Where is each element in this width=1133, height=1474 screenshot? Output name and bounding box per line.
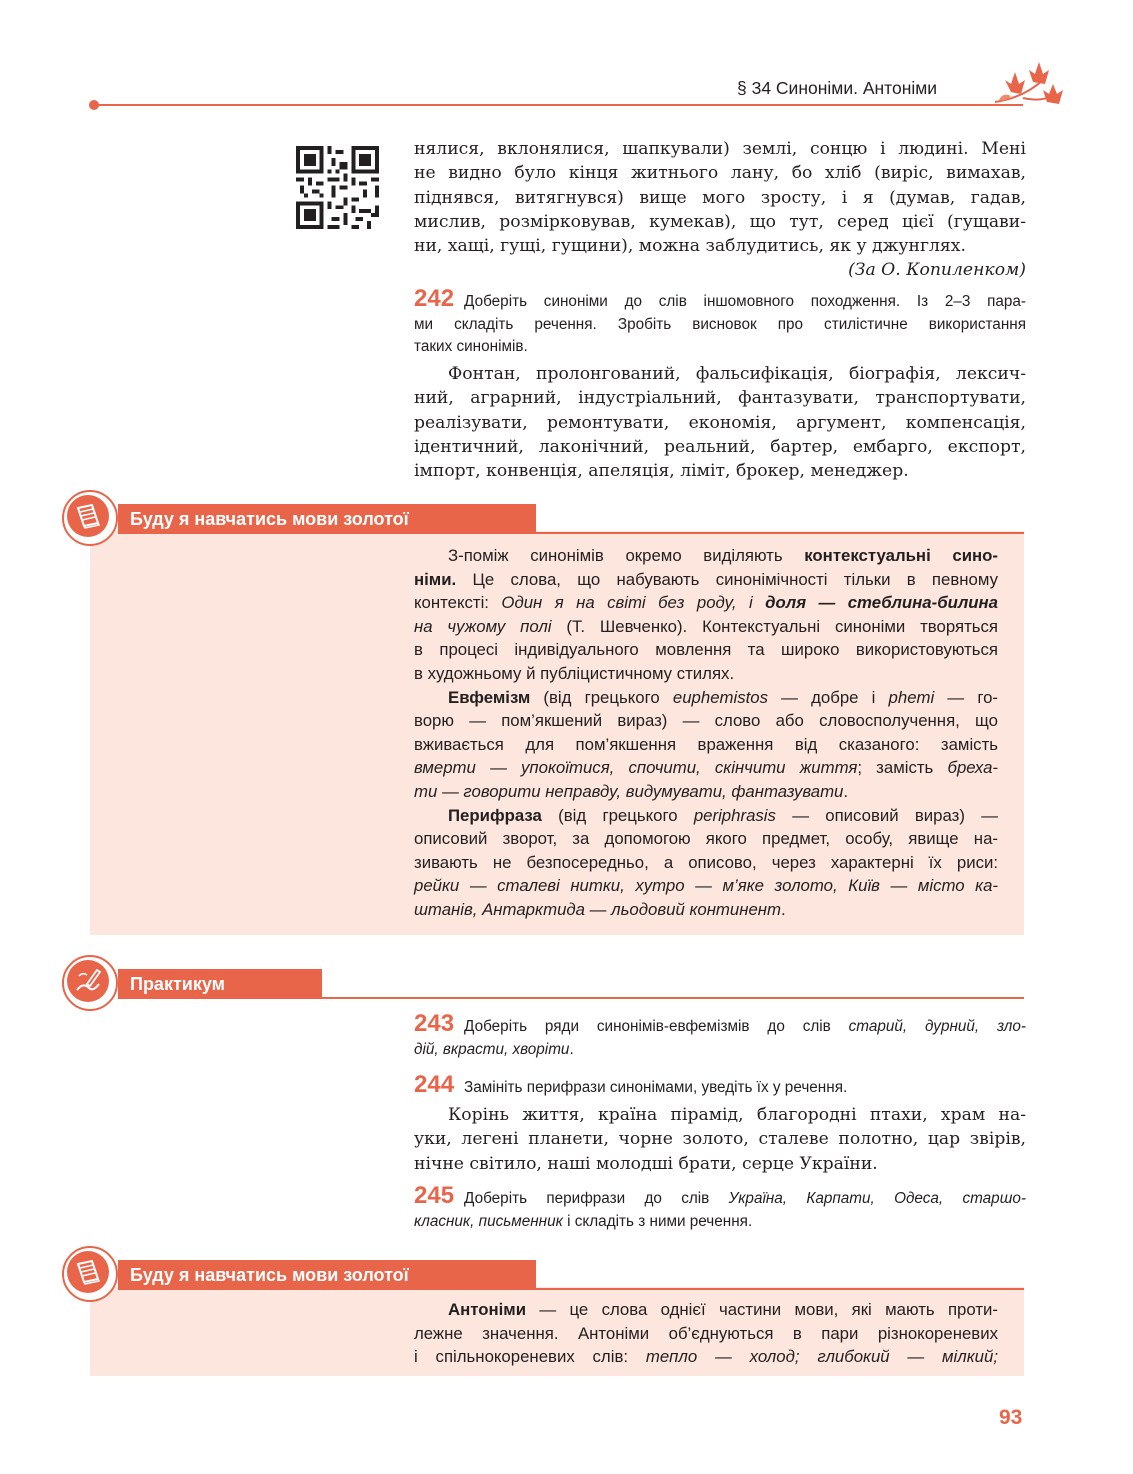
task-242 <box>414 285 1026 359</box>
term: Антоніми <box>448 1300 527 1319</box>
word-line: ідентичний, лаконічний, реальний, бартер, ембарго, експорт, <box>414 436 1026 457</box>
word-line: нічне світило, наші молодші брати, серце України. <box>414 1153 878 1174</box>
banner-label: Буду я навчатись мови золотої <box>118 1260 536 1290</box>
section-banner <box>62 490 1026 546</box>
task-244-words <box>414 1103 1026 1176</box>
example: штанів, Антарктида — льодовий континент <box>414 899 782 919</box>
word-line: Фонтан, пролонгований, фальсифікація, біографія, лексич- <box>448 364 1026 384</box>
example: на чужому полі <box>414 616 552 636</box>
theory-text: З-поміж синонімів окремо виділяють контекстуальні сино- німи. Це слова, що набувають синонімічності тільки в певному контексті: Один я на світі без роду, і доля — стеблина-билина на чужому полі (Т. Шевченко). Контекстуальні синоніми творяться в процесі індивідуального мовлення та широко використовуються в художньому й публіцистичному стилях. Евфемізм (від грецького euphemistos — добре і phemi — го- ворю — пом’якшений вираз) — слово або словосполучення, що вживається для пом’якшення враження від сказаного: замість вмерти — упокоїтися, спочити, скінчити життя; замість бреха- ти — говорити неправду, видумувати, фантазувати. Перифраза (від грецького periphrasis — описовий вираз) — описовий зворот, за допомогою якого предмет, особу, явище на- зивають не безпосередньо, а описово, через характерні їх риси: рейки — сталеві нитки, хутро — м’яке золото, Київ — місто ка- штанів, Антарктида — льодовий континент. <box>414 546 999 919</box>
task-243: 243 Доберіть ряди синонімів-евфемізмів до слів старий, дурний, зло- дій, вкрасти, хворіти. <box>414 1010 1027 1058</box>
task-number: 243 <box>414 1010 455 1037</box>
task-number: 245 <box>414 1182 455 1209</box>
task-242-words <box>414 362 1026 483</box>
example: рейки — сталеві нитки, хутро — м’яке золото, Київ — місто ка- <box>414 876 998 896</box>
passage-line: не видно було кінця житнього лану, бо хліб (виріс, вимахав, <box>414 163 1026 184</box>
example: ти — говорити неправду, видумувати, фантазувати <box>414 781 844 801</box>
example: Один я на світі без роду, і <box>501 593 766 613</box>
section-banner <box>62 1246 1026 1302</box>
word-line: реалізувати, ремонтувати, економія, аргумент, компенсація, <box>414 412 1026 433</box>
term: Евфемізм <box>448 687 531 707</box>
task-number: 242 <box>414 285 455 312</box>
task-number: 244 <box>414 1071 455 1098</box>
theory-text: Антоніми — це слова однієї частини мови, які мають проти- лежне значення. Антоніми об’єднуються в пари різнокореневих і спільнокореневих слів: тепло — холод; глибокий — мілкий; <box>414 1300 998 1367</box>
task-245: 245 Доберіть перифрази до слів Україна, Карпати, Одеса, старшо- класник, письменник і складіть з ними речення. <box>414 1182 1026 1230</box>
word-line: уки, легені планети, чорне золото, сталеве полотно, цар звірів, <box>414 1129 1026 1150</box>
book-icon <box>67 1251 109 1293</box>
term: Перифраза <box>448 805 542 825</box>
example-emphasis: доля — стеблина-билина <box>765 593 998 613</box>
task-instruction: Доберіть синоніми до слів іншомовного походження. Із 2–3 пара- <box>464 293 1026 310</box>
example: тепло — холод; глибокий — мілкий; <box>645 1347 998 1367</box>
example: вмерти — упокоїтися, спочити, скінчити життя <box>414 758 858 778</box>
word-line: ний, аграрний, індустріальний, фантазувати, транспортувати, <box>414 388 1026 409</box>
passage-line: ни, хащі, гущі, гущини), можна заблудитись, як у джунглях. <box>414 236 966 257</box>
flower-decoration-icon <box>993 58 1065 114</box>
qr-code-icon[interactable] <box>296 146 379 229</box>
task-instruction: таких синонімів. <box>414 338 528 355</box>
example: бреха- <box>947 758 998 778</box>
banner-label: Буду я навчатись мови золотої <box>118 504 536 534</box>
task-instruction: ми складіть речення. Зробіть висновок про стилістичне використання <box>414 315 1026 333</box>
section-banner <box>62 955 1026 1011</box>
page-number: 93 <box>999 1406 1023 1429</box>
term: контекстуальні сино- <box>804 546 998 565</box>
header-rule <box>93 104 1023 106</box>
banner-label: Практикум <box>118 969 322 999</box>
passage-line: нялися, вклонялися, шапкували) землі, сонцю і людині. Мені <box>414 139 1026 159</box>
term: німи. <box>414 569 457 589</box>
word-line: імпорт, конвенція, апеляція, ліміт, брокер, менеджер. <box>414 461 909 482</box>
passage-text <box>414 137 1026 283</box>
word-line: Корінь життя, країна пірамід, благородні птахи, храм на- <box>448 1105 1026 1125</box>
pen-writing-icon <box>67 960 109 1002</box>
book-icon <box>67 495 109 537</box>
task-244: 244 Замініть перифрази синонімами, уведіть їх у речення. <box>414 1071 848 1098</box>
passage-attribution: (За О. Копиленком) <box>848 260 1026 281</box>
passage-line: піднявся, витягнувся) вище мого зросту, і я (думав, гадав, <box>414 187 1026 208</box>
passage-line: мислив, розмірковував, кумекав), що тут, серед цієї (гущави- <box>414 211 1026 232</box>
running-header: § 34 Синоніми. Антоніми <box>737 78 938 98</box>
